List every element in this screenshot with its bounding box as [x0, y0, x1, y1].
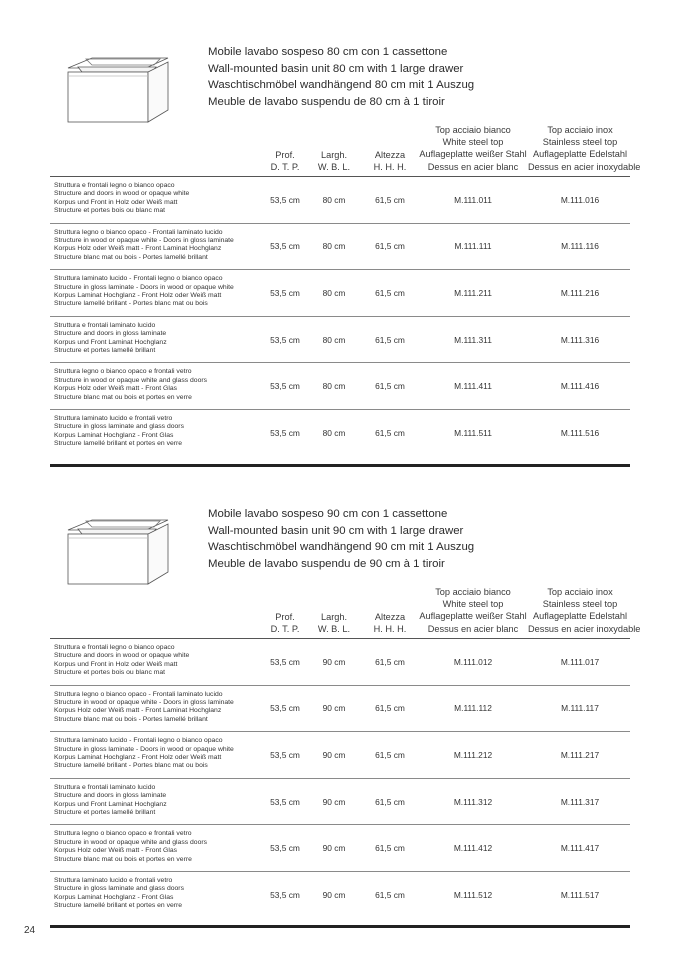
- table-row: [50, 778, 630, 825]
- header-stainless-steel-top: [528, 124, 641, 173]
- cell-code-white-steel: M.111.112: [454, 703, 492, 714]
- desc-fr: Structure et portes lamellé brillant: [54, 347, 156, 354]
- table-row: [50, 638, 630, 685]
- header-white-steel-top: [418, 124, 528, 173]
- cell-width: 90 cm: [322, 889, 346, 900]
- desc-en: Structure in gloss laminate - Doors in wood or opaque white: [54, 745, 234, 753]
- cell-depth: 53,5 cm: [270, 656, 300, 667]
- cell-width: 80 cm: [322, 334, 346, 345]
- cell-code-stainless: M.111.017: [560, 656, 600, 667]
- cell-depth: 53,5 cm: [270, 703, 300, 714]
- header-top1-it: Top acciaio bianco: [435, 125, 511, 135]
- cell-height: 61,5 cm: [375, 843, 405, 854]
- desc-it: Struttura e frontali laminato lucido: [54, 321, 156, 329]
- cell-code-stainless: M.111.217: [560, 749, 600, 760]
- desc-fr: Structure blanc mat ou bois et portes en verre: [54, 393, 192, 401]
- header-top1-fr: Dessus en acier blanc: [427, 161, 519, 172]
- header-depth: [262, 149, 308, 173]
- desc-de: Korpus Laminat Hochglanz - Front Glas: [54, 893, 174, 901]
- header-height-codes: H. H. H.: [373, 162, 407, 173]
- header-height-codes: H. H. H.: [373, 624, 407, 635]
- cell-depth: 53,5 cm: [270, 381, 300, 392]
- title-it: Mobile lavabo sospeso 90 cm con 1 cassettone: [208, 508, 448, 520]
- cell-width: 90 cm: [322, 843, 346, 854]
- product-titles: [208, 506, 474, 572]
- cell-code-stainless: M.111.517: [560, 889, 600, 900]
- desc-fr: Structure et portes bois ou blanc mat: [54, 669, 166, 677]
- desc-en: Structure and doors in wood or opaque white: [54, 190, 190, 198]
- header-width: [310, 149, 358, 173]
- cell-height: 61,5 cm: [375, 889, 405, 900]
- cell-code-stainless: M.111.416: [560, 381, 600, 392]
- header-top1-it: Top acciaio bianco: [435, 587, 511, 597]
- title-it: Mobile lavabo sospeso 80 cm con 1 cassettone: [208, 46, 448, 58]
- table-row: [50, 824, 630, 871]
- desc-it: Struttura legno o bianco opaco - Frontali laminato lucido: [54, 690, 223, 698]
- cell-code-stainless: M.111.317: [560, 796, 600, 807]
- title-de: Waschtischmöbel wandhängend 80 cm mit 1 Auszug: [208, 79, 475, 92]
- desc-fr: Structure lamellé brillant - Portes blanc mat ou bois: [54, 300, 208, 308]
- cell-width: 80 cm: [322, 381, 346, 392]
- basin-unit-illustration: [64, 52, 174, 124]
- desc-de: Korpus und Front Laminat Hochglanz: [54, 338, 167, 346]
- cell-code-stainless: M.111.316: [560, 334, 600, 345]
- header-white-steel-top: [418, 586, 528, 635]
- table-end-rule: [50, 925, 630, 928]
- table-row: [50, 316, 630, 363]
- cell-height: 61,5 cm: [375, 703, 405, 714]
- cell-width: 80 cm: [322, 194, 346, 205]
- row-description: [54, 275, 268, 309]
- row-description: [54, 830, 268, 864]
- cell-height: 61,5 cm: [375, 334, 405, 345]
- desc-de: Korpus Holz oder Weiß matt - Front Laminat Hochglanz: [54, 245, 222, 253]
- cell-code-white-steel: M.111.012: [453, 656, 493, 667]
- cell-code-white-steel: M.111.011: [454, 194, 492, 205]
- header-top1-en: White steel top: [442, 137, 504, 148]
- desc-en: Structure and doors in gloss laminate: [54, 330, 167, 338]
- cell-code-white-steel: M.111.412: [453, 843, 493, 854]
- header-top1-de: Auflageplatte weißer Stahl: [419, 149, 527, 160]
- desc-en: Structure in wood or opaque white - Doors in gloss laminate: [54, 699, 234, 706]
- header-width-codes: W. B. L.: [317, 624, 351, 635]
- row-description: [54, 784, 268, 818]
- desc-fr: Structure et portes lamellé brillant: [54, 809, 156, 816]
- header-top1-fr: Dessus en acier blanc: [427, 623, 519, 634]
- desc-fr: Structure blanc mat ou bois et portes en verre: [54, 855, 192, 863]
- cell-depth: 53,5 cm: [270, 427, 300, 438]
- cell-code-white-steel: M.111.411: [454, 381, 492, 392]
- header-top2-en: Stainless steel top: [542, 599, 618, 610]
- desc-it: Struttura legno o bianco opaco e frontali vetro: [54, 830, 192, 838]
- header-depth: [262, 611, 308, 635]
- cell-height: 61,5 cm: [375, 749, 405, 760]
- cell-depth: 53,5 cm: [270, 334, 300, 345]
- cell-height: 61,5 cm: [375, 796, 405, 807]
- header-top2-de: Auflageplatte Edelstahl: [533, 611, 627, 622]
- basin-unit-illustration: [64, 514, 174, 586]
- desc-de: Korpus Holz oder Weiß matt - Front Glas: [54, 385, 178, 393]
- desc-de: Korpus und Front in Holz oder Weiß matt: [54, 198, 178, 206]
- cell-width: 80 cm: [322, 287, 346, 298]
- cell-width: 90 cm: [322, 703, 346, 714]
- row-description: [54, 691, 268, 725]
- desc-it: Struttura e frontali laminato lucido: [54, 783, 156, 791]
- header-top2-fr: Dessus en acier inoxydable: [528, 623, 641, 634]
- row-description: [54, 877, 268, 911]
- desc-de: Korpus und Front Laminat Hochglanz: [54, 800, 167, 808]
- header-top2-de: Auflageplatte Edelstahl: [533, 149, 627, 160]
- cell-depth: 53,5 cm: [270, 749, 300, 760]
- cell-height: 61,5 cm: [375, 194, 405, 205]
- header-width: [310, 611, 358, 635]
- desc-it: Struttura e frontali legno o bianco opaco: [54, 182, 175, 189]
- desc-de: Korpus Holz oder Weiß matt - Front Laminat Hochglanz: [54, 707, 222, 715]
- cell-code-white-steel: M.111.212: [453, 749, 493, 760]
- cell-code-stainless: M.111.016: [560, 194, 600, 205]
- cell-height: 61,5 cm: [375, 287, 405, 298]
- cell-code-white-steel: M.111.311: [454, 334, 492, 345]
- desc-it: Struttura laminato lucido e frontali vetro: [54, 414, 173, 422]
- title-de: Waschtischmöbel wandhängend 90 cm mit 1 Auszug: [208, 541, 475, 554]
- cell-code-stainless: M.111.417: [560, 843, 600, 854]
- desc-fr: Structure lamellé brillant - Portes blanc mat ou bois: [54, 762, 208, 770]
- cell-code-white-steel: M.111.511: [454, 427, 492, 438]
- cell-width: 90 cm: [322, 749, 346, 760]
- desc-en: Structure in wood or opaque white and glass doors: [54, 838, 208, 846]
- desc-fr: Structure lamellé brillant et portes en verre: [54, 902, 183, 910]
- header-height-it: Altezza: [374, 612, 406, 622]
- row-description: [54, 737, 268, 771]
- table-end-rule: [50, 464, 630, 467]
- cell-height: 61,5 cm: [375, 241, 405, 252]
- cell-depth: 53,5 cm: [270, 287, 300, 298]
- title-en: Wall-mounted basin unit 90 cm with 1 large drawer: [208, 524, 464, 537]
- desc-it: Struttura e frontali legno o bianco opaco: [54, 644, 175, 651]
- cell-code-stainless: M.111.216: [560, 287, 600, 298]
- cell-depth: 53,5 cm: [270, 889, 300, 900]
- desc-en: Structure in gloss laminate - Doors in wood or opaque white: [54, 283, 234, 291]
- product-table: [50, 176, 630, 456]
- desc-it: Struttura laminato lucido - Frontali legno o bianco opaco: [54, 737, 223, 745]
- row-description: [54, 415, 268, 449]
- cell-height: 61,5 cm: [375, 656, 405, 667]
- desc-fr: Structure et portes bois ou blanc mat: [54, 207, 166, 215]
- title-fr: Meuble de lavabo suspendu de 80 cm à 1 tiroir: [208, 95, 445, 108]
- cell-width: 90 cm: [322, 796, 346, 807]
- header-height: [364, 149, 416, 173]
- desc-de: Korpus Laminat Hochglanz - Front Glas: [54, 431, 174, 439]
- header-width-it: Largh.: [320, 612, 348, 622]
- cell-code-stainless: M.111.117: [561, 703, 599, 714]
- page-number: 24: [24, 925, 36, 936]
- desc-en: Structure in gloss laminate and glass doors: [54, 885, 184, 893]
- desc-en: Structure in wood or opaque white and glass doors: [54, 376, 208, 384]
- table-row: [50, 685, 630, 732]
- header-depth-codes: D. T. P.: [270, 162, 300, 173]
- title-en: Wall-mounted basin unit 80 cm with 1 large drawer: [208, 62, 464, 75]
- cell-height: 61,5 cm: [375, 427, 405, 438]
- row-description: [54, 322, 268, 356]
- cell-code-white-steel: M.111.312: [453, 796, 493, 807]
- desc-fr: Structure lamellé brillant et portes en verre: [54, 440, 183, 448]
- desc-de: Korpus und Front in Holz oder Weiß matt: [54, 660, 178, 668]
- desc-de: Korpus Laminat Hochglanz - Front Holz oder Weiß matt: [54, 754, 222, 761]
- desc-it: Struttura legno o bianco opaco - Frontali laminato lucido: [54, 228, 223, 236]
- header-stainless-steel-top: [528, 586, 641, 635]
- table-row: [50, 871, 630, 918]
- row-description: [54, 182, 268, 216]
- header-width-it: Largh.: [320, 150, 348, 160]
- desc-it: Struttura laminato lucido e frontali vetro: [54, 876, 173, 884]
- desc-en: Structure and doors in wood or opaque white: [54, 652, 190, 660]
- title-fr: Meuble de lavabo suspendu de 90 cm à 1 tiroir: [208, 557, 445, 570]
- cell-depth: 53,5 cm: [270, 843, 300, 854]
- cell-code-stainless: M.111.516: [560, 427, 600, 438]
- cell-depth: 53,5 cm: [270, 194, 300, 205]
- header-top2-it: Top acciaio inox: [547, 125, 613, 135]
- cell-height: 61,5 cm: [375, 381, 405, 392]
- cell-depth: 53,5 cm: [270, 796, 300, 807]
- header-depth-it: Prof.: [275, 612, 295, 622]
- cell-code-white-steel: M.111.211: [454, 287, 492, 298]
- header-depth-it: Prof.: [275, 150, 295, 160]
- desc-en: Structure and doors in gloss laminate: [54, 792, 167, 800]
- cell-width: 80 cm: [322, 241, 346, 252]
- desc-it: Struttura legno o bianco opaco e frontali vetro: [54, 368, 192, 376]
- header-top2-en: Stainless steel top: [542, 137, 618, 148]
- row-description: [54, 229, 268, 263]
- cell-code-stainless: M.111.116: [561, 241, 599, 252]
- cell-code-white-steel: M.111.512: [453, 889, 493, 900]
- cell-code-white-steel: M.111.111: [454, 241, 492, 252]
- header-top1-de: Auflageplatte weißer Stahl: [419, 611, 527, 622]
- header-depth-codes: D. T. P.: [270, 624, 300, 635]
- row-description: [54, 368, 268, 402]
- desc-it: Struttura laminato lucido - Frontali legno o bianco opaco: [54, 275, 223, 283]
- header-top2-fr: Dessus en acier inoxydable: [528, 161, 641, 172]
- desc-de: Korpus Laminat Hochglanz - Front Holz oder Weiß matt: [54, 292, 222, 299]
- table-row: [50, 269, 630, 316]
- table-row: [50, 223, 630, 270]
- product-table: [50, 638, 630, 918]
- cell-width: 90 cm: [322, 656, 346, 667]
- row-description: [54, 644, 268, 678]
- header-height: [364, 611, 416, 635]
- desc-fr: Structure blanc mat ou bois - Portes lamellé brillant: [54, 253, 208, 261]
- header-top2-it: Top acciaio inox: [547, 587, 613, 597]
- desc-en: Structure in gloss laminate and glass doors: [54, 423, 184, 431]
- desc-fr: Structure blanc mat ou bois - Portes lamellé brillant: [54, 715, 208, 723]
- table-row: [50, 176, 630, 223]
- header-width-codes: W. B. L.: [317, 162, 351, 173]
- header-height-it: Altezza: [374, 150, 406, 160]
- header-top1-en: White steel top: [442, 599, 504, 610]
- table-row: [50, 731, 630, 778]
- cell-depth: 53,5 cm: [270, 241, 300, 252]
- desc-en: Structure in wood or opaque white - Doors in gloss laminate: [54, 237, 234, 244]
- table-row: [50, 362, 630, 409]
- desc-de: Korpus Holz oder Weiß matt - Front Glas: [54, 847, 178, 855]
- table-row: [50, 409, 630, 456]
- cell-width: 80 cm: [322, 427, 346, 438]
- product-titles: [208, 44, 474, 110]
